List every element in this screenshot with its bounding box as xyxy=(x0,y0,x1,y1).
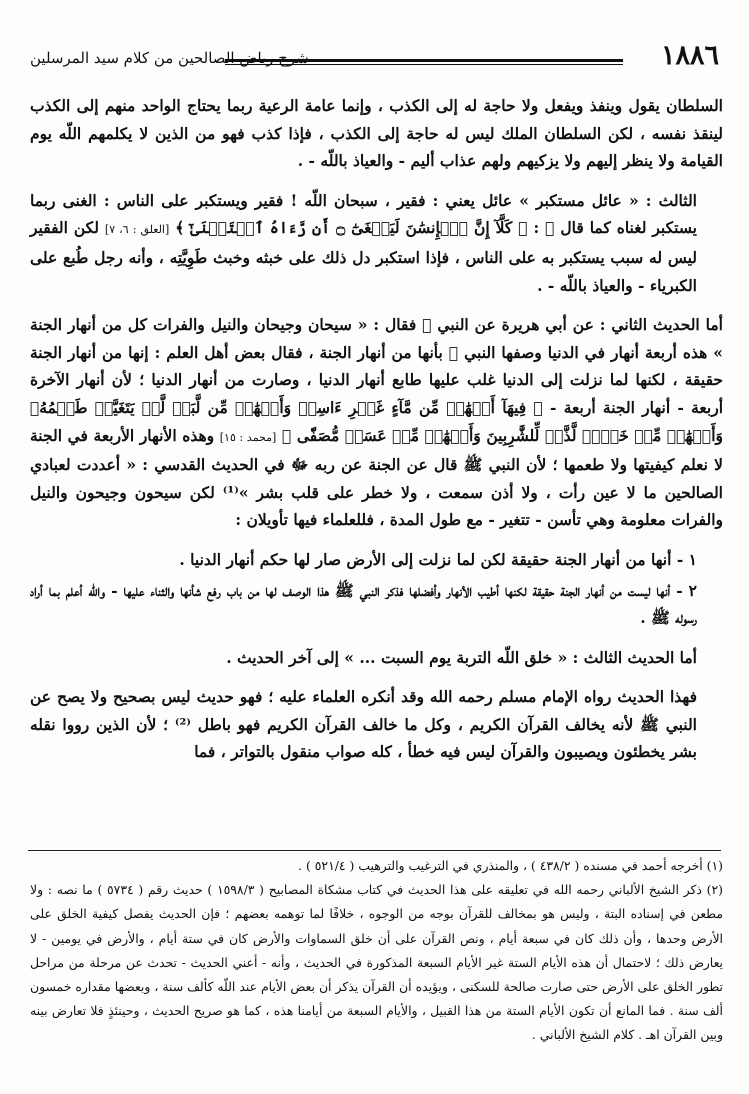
footnotes xyxy=(30,854,723,1048)
list-item xyxy=(30,546,723,574)
footnote-separator xyxy=(28,850,721,851)
footnote xyxy=(30,878,723,1047)
paragraph xyxy=(30,311,723,534)
paragraph xyxy=(30,187,723,299)
paragraph xyxy=(30,644,723,672)
quran-reference: [العلق : ٦، ٧] xyxy=(104,223,170,237)
paragraph xyxy=(30,683,723,766)
list-item-text: ١ - أنها من أنهار الجنة حقيقة لكن لما نزلت إلى الأرض صار لها حكم أنهار الدنيا . xyxy=(179,549,697,569)
footnote-text: (١) أخرجه أحمد في مسنده ( ٤٣٨/٢ ) ، والمنذري في الترغيب والترهيب ( ٥٢١/٤ ) . xyxy=(298,858,723,873)
page-header xyxy=(30,40,719,76)
paragraph-text: وهذه الأنهار الأربعة في الجنة لا نعلم كيفيتها ولا طعمها ؛ لأن النبي ﷺ قال عن الجنة عن ربه ﷻ في الحديث القدسي : « أعددت لعبادي الصالحين ما لا عين رأت ، ولا أذن سمعت ، ولا خطر على قلب بشر »⁽¹⁾ لكن سيحون وجيحون والنيل والفرات معلومة وهي تأسن - تتغير - مع طول المدة ، فللعلماء فيها تأويلان : xyxy=(30,425,723,530)
list-item-text: ٢ - أنها ليست من أنهار الجنة حقيقة لكنها أطيب الأنهار وأفضلها فذكر النبي ﷺ هذا الوصف لها من باب رفع شأنها والثناء عليها - واللّه أعلم بما أراد رسوله ﷺ . xyxy=(30,580,697,628)
paragraph xyxy=(30,92,723,175)
main-text xyxy=(30,92,723,766)
footnote xyxy=(30,854,723,878)
list-item xyxy=(30,577,723,632)
page-number: ١٨٨٦ xyxy=(660,40,719,71)
running-title: شرح رياض الصالحين من كلام سيد المرسلين xyxy=(30,49,309,67)
quran-reference: [محمد : ١٥] xyxy=(219,430,277,444)
paragraph-text: لكن الفقير ليس له سبب يستكبر به على الناس ، فإذا استكبر دل ذلك على خبثه وخبث طَوِيَّتِه ، وأنه رجل طُبع على الكبرياء - والعياذ باللّه - . xyxy=(30,218,697,295)
paragraph-text: أما الحديث الثاني : عن أبي هريرة عن النبي ﷺ فقال : « سيحان وجيحان والنيل والفرات كل من أنهار الجنة » هذه أربعة أنهار في الدنيا وصفها النبي ﷺ بأنها من أنهار الجنة ، فقال بعض أهل العلم : إنها من أنهار الجنة حقيقة ، لكنها لما نزلت إلى الدنيا غلب عليها طابع أنهار الدنيا ، وصارت من أنهار الدنيا ؛ لأن أنهار الآخرة أربعة - أنهار الجنة أربعة - ﴿ فِيهَآ أَنۡهَٰرٞ مِّن مَّآءٍ غَيۡرِ ءَاسِنٖ وَأَنۡهَٰرٞ مِّن لَّبَنٖ لَّمۡ يَتَغَيَّرۡ طَعۡمُهُۥ وَأَنۡهَٰرٞ مِّنۡ خَمۡرٖ لَّذَّةٖ لِّلشَّٰرِبِينَ وَأَنۡهَٰرٞ مِّنۡ عَسَلٖ مُّصَفّٗى ﴾ xyxy=(30,315,724,445)
paragraph-text: السلطان يقول وينفذ ويفعل ولا حاجة له إلى الكذب ، وإنما عامة الرعية ربما يحتاج الواحد منهم إلى الكذب لينقذ نفسه ، لكن السلطان الملك ليس له حاجة إلى الكذب ، فإذا كذب فهو من الذين لا يكلمهم اللّه يوم القيامة ولا ينظر إليهم ولا يزكيهم ولهم عذاب أليم - والعياذ باللّه - . xyxy=(30,96,723,171)
footnote-text: (٢) ذكر الشيخ الألباني رحمه الله في تعليقه على هذا الحديث في كتاب مشكاة المصابيح ( ١٥٩٨/٣ ) حديث رقم ( ٥٧٣٤ ) ما نصه : ولا مطعن في إسناده البتة ، وليس هو بمخالف للقرآن بوجه من الوجوه ، خلافًا لما توهمه بعضهم ؛ فإن الحديث يفصل كيفية الخلق على الأرض وحدها ، وأن ذلك كان في سبعة أيام ، ونص القرآن على أن خلق السماوات والأرض كان في ستة أيام ، والأرض في يومين - لا يعارض ذلك ؛ لاحتمال أن هذه الأيام الستة غير الأيام السبعة المذكورة في الحديث ، وأنه - أعني الحديث - تحدث عن مرحلة من مراحل تطور الخلق على الأرض حتى صارت صالحة للسكنى ، ويؤيده أن القرآن يذكر أن بعض الأيام عند اللّه كألف سنة ، وبعضها مقداره خمسون ألف سنة . فما المانع أن تكون الأيام الستة من هذا القبيل ، والأيام السبعة من أيامنا هذه ، كما هو صريح الحديث ، وحينئذٍ فلا تعارض بينه وبين القرآن اهـ . كلام الشيخ الألباني . xyxy=(30,882,723,1043)
paragraph-text: أما الحديث الثالث : « خلق اللّه التربة يوم السبت ... » إلى آخر الحديث . xyxy=(226,647,697,667)
paragraph-text: الثالث : « عائل مستكبر » عائل يعني : فقير ، سبحان اللّه ! فقير ويستكبر على الناس : الغنى ربما يستكبر لغناه كما قال ﷻ : ﴿ كَلَّآ إِنَّ ٱلۡإِنسَٰنَ لَيَطۡغَىٰٓ ۝ أَن رَّءَاهُ ٱسۡتَغۡنَىٰٓ ﴾ xyxy=(30,190,697,238)
paragraph-text: فهذا الحديث رواه الإمام مسلم رحمه الله وقد أنكره العلماء عليه ؛ فهو حديث ليس بصحيح ولا يصح عن النبي ﷺ لأنه يخالف القرآن الكريم ، وكل ما خالف القرآن الكريم فهو باطل ⁽²⁾ ؛ لأن الذين رووا نقله بشر يخطئون ويصيبون والقرآن ليس فيه خطأ ، كله صواب منقول بالتواتر ، فما xyxy=(30,687,697,762)
